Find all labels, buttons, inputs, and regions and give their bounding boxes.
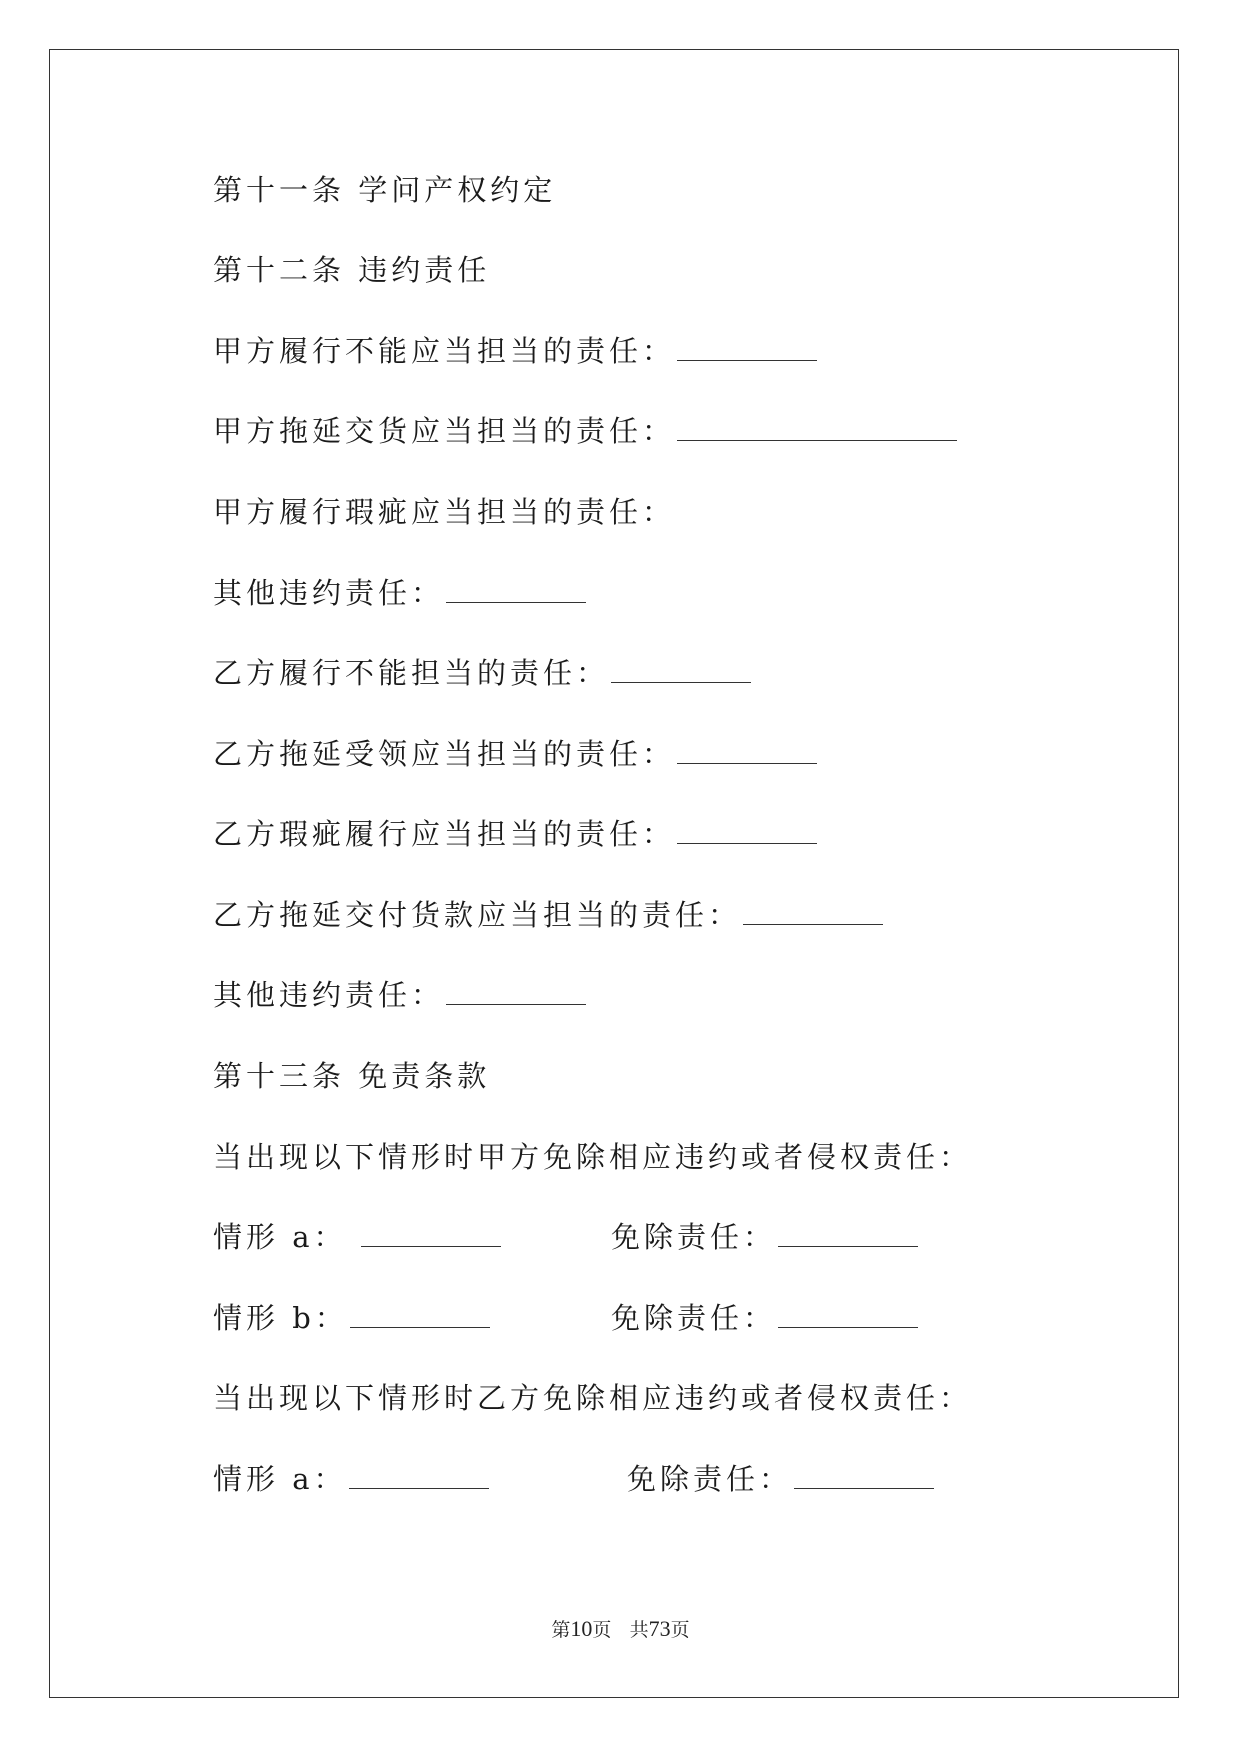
blank-field[interactable]: [677, 412, 957, 441]
relief-label: 免除责任：: [627, 1462, 793, 1496]
relief-label: 免除责任：: [611, 1220, 777, 1254]
exemption-row: [213, 1298, 777, 1338]
total-pages: 73: [648, 1616, 671, 1641]
blank-field[interactable]: [778, 1299, 918, 1328]
case-label: 情形 b：: [213, 1301, 348, 1335]
party-a-defective-performance-line: 甲方履行瑕疵应当担当的责任：: [213, 495, 676, 529]
page-prefix: 第: [551, 1619, 571, 1641]
exemption-row: [213, 1459, 793, 1499]
blank-field[interactable]: [446, 574, 586, 603]
blank-field[interactable]: [349, 1460, 489, 1489]
party-b-exemption-intro: 当出现以下情形时乙方免除相应违约或者侵权责任：: [213, 1381, 973, 1415]
party-b-defective-performance-line: 乙方瑕疵履行应当担当的责任：: [213, 814, 817, 854]
article-12-heading: 第十二条 违约责任: [213, 253, 491, 287]
party-a-exemption-intro: 当出现以下情形时甲方免除相应违约或者侵权责任：: [213, 1140, 973, 1174]
blank-field[interactable]: [794, 1460, 934, 1489]
party-a-other-liability-line: 其他违约责任：: [213, 573, 586, 613]
total-suffix: 页: [670, 1619, 690, 1641]
blank-field[interactable]: [677, 332, 817, 361]
relief-group: [627, 1459, 934, 1499]
blank-field[interactable]: [677, 735, 817, 764]
page-border: [49, 49, 1179, 1698]
party-a-delayed-delivery-line: 甲方拖延交货应当担当的责任：: [213, 411, 957, 451]
party-b-delayed-acceptance-line: 乙方拖延受领应当担当的责任：: [213, 734, 817, 774]
blank-field[interactable]: [677, 815, 817, 844]
party-b-delayed-payment-line: 乙方拖延交付货款应当担当的责任：: [213, 895, 883, 935]
blank-field[interactable]: [446, 976, 586, 1005]
article-11-heading: 第十一条 学问产权约定: [213, 173, 557, 207]
total-prefix: 共: [629, 1619, 649, 1641]
party-a-nonperformance-line: 甲方履行不能应当担当的责任：: [213, 331, 817, 371]
relief-label: 免除责任：: [611, 1301, 777, 1335]
exemption-row: [213, 1217, 777, 1257]
page-footer: [0, 1616, 1241, 1643]
relief-group: [611, 1298, 918, 1338]
relief-group: [611, 1217, 918, 1257]
blank-field[interactable]: [611, 654, 751, 683]
case-label: 情形 a：: [213, 1220, 347, 1254]
page-number: 10: [570, 1616, 593, 1641]
blank-field[interactable]: [350, 1299, 490, 1328]
blank-field[interactable]: [778, 1218, 918, 1247]
party-b-other-liability-line: 其他违约责任：: [213, 975, 586, 1015]
blank-field[interactable]: [361, 1218, 501, 1247]
article-13-heading: 第十三条 免责条款: [213, 1059, 491, 1093]
blank-field[interactable]: [743, 896, 883, 925]
case-label: 情形 a：: [213, 1462, 347, 1496]
party-b-nonperformance-line: 乙方履行不能担当的责任：: [213, 653, 751, 693]
page-suffix: 页: [592, 1619, 612, 1641]
